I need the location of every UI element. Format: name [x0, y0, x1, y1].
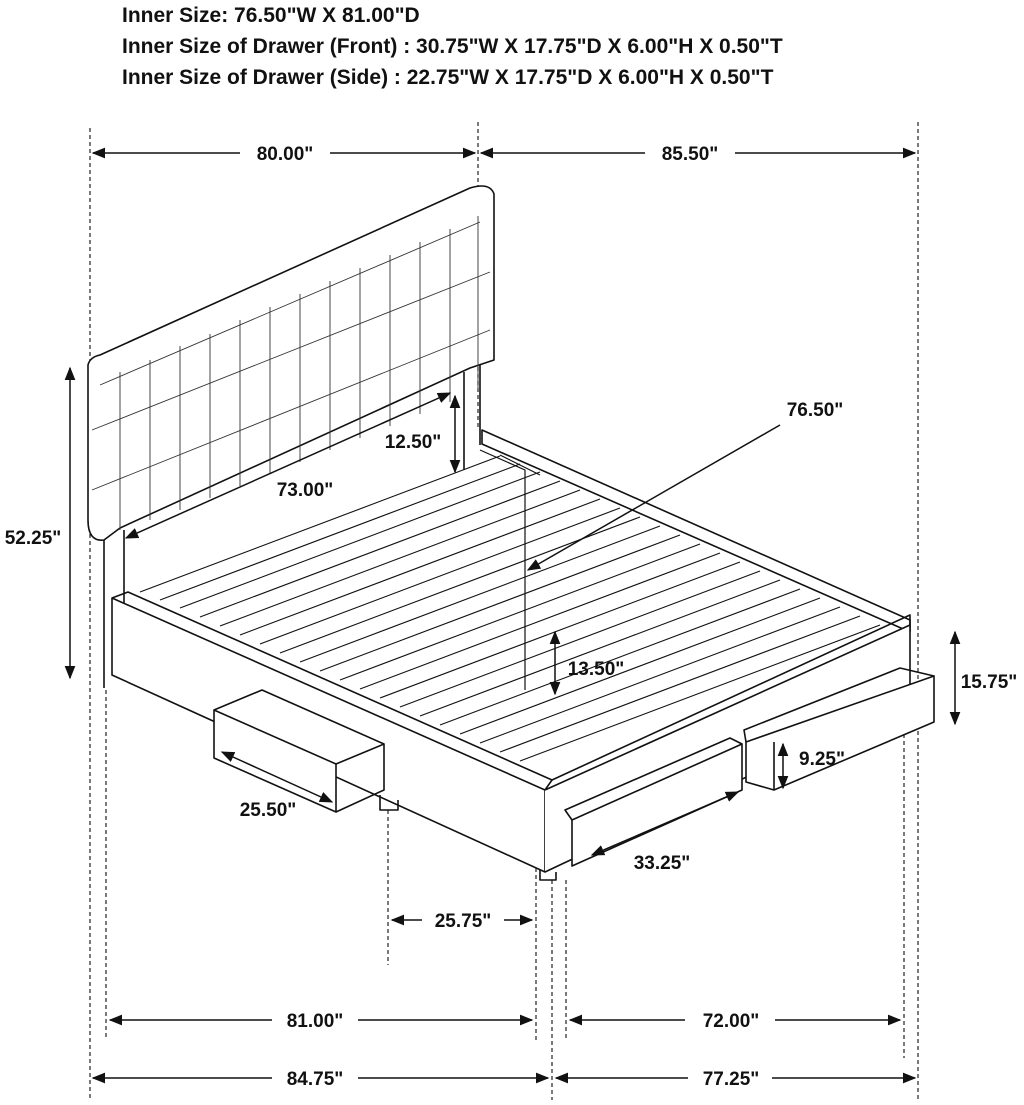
label-total-height: 52.25" [4, 528, 62, 549]
label-headboard-width: 80.00" [256, 144, 314, 165]
label-overall-width: 77.25" [702, 1069, 760, 1090]
label-side-depth: 85.50" [661, 144, 719, 165]
inner-size-text: Inner Size: 76.50"W X 81.00"D [122, 4, 420, 27]
label-inner-width-front: 72.00" [702, 1011, 760, 1032]
bed-drawing [88, 186, 934, 880]
label-rail-height: 13.50" [567, 659, 625, 680]
label-panel-height: 12.50" [384, 432, 442, 453]
label-headboard-inner-width: 73.00" [276, 480, 334, 501]
label-footboard-height: 15.75" [960, 672, 1018, 693]
side-drawer-size-text: Inner Size of Drawer (Side) : 22.75"W X 17.75"D X 6.00"H X 0.50"T [122, 66, 774, 89]
label-inner-length: 81.00" [286, 1011, 344, 1032]
label-drawer-side-width: 25.50" [239, 800, 297, 821]
extension-lines [90, 122, 918, 1100]
label-drawer-side-height: 9.25" [799, 749, 845, 770]
label-inner-width: 76.50" [786, 400, 844, 421]
label-leg-spacing: 25.75" [434, 911, 492, 932]
label-overall-length: 84.75" [286, 1069, 344, 1090]
label-drawer-front-width: 33.25" [633, 853, 691, 874]
front-rail [112, 598, 545, 872]
front-drawer-size-text: Inner Size of Drawer (Front) : 30.75"W X 17.75"D X 6.00"H X 0.50"T [122, 35, 783, 58]
